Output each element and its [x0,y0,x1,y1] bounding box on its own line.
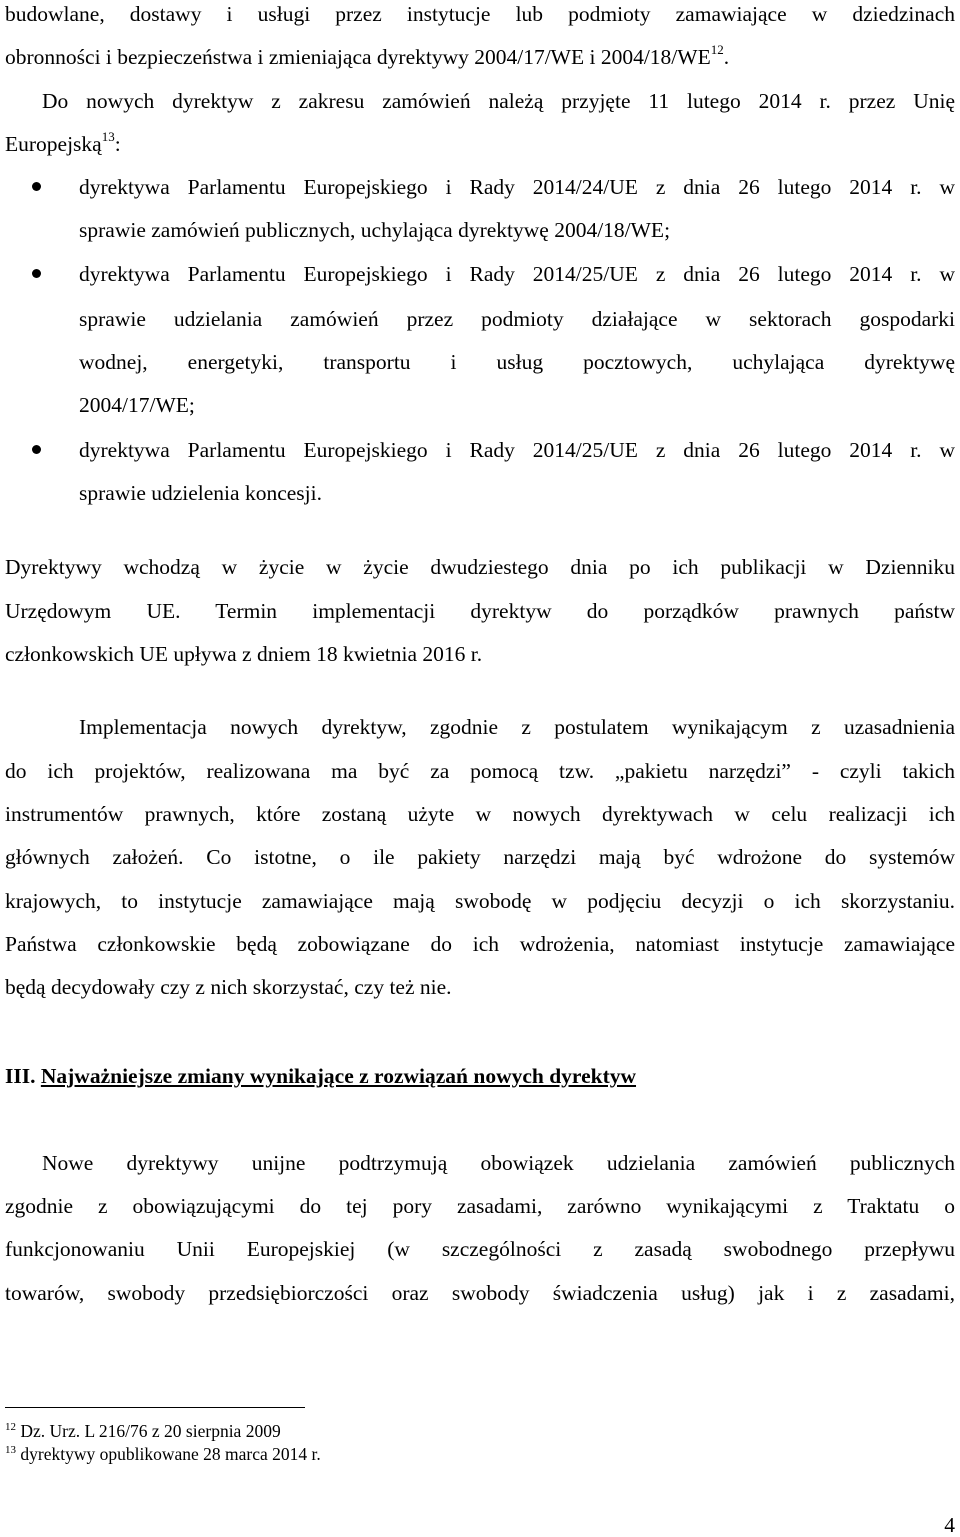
para-3-line-1: Nowe dyrektywy unijne podtrzymują obowiązek udzielania zamówień publicznych [42,1151,955,1175]
section-number: III. [5,1064,36,1088]
intro-line-2-tail: . [723,45,730,69]
intro-line-4-tail: : [114,132,121,156]
section-title: Najważniejsze zmiany wynikające z rozwiązań nowych dyrektyw [40,1064,637,1088]
intro-line-4-text: Europejską [5,132,102,156]
para-3-line-2: zgodnie z obowiązującymi do tej pory zasadami, zarówno wynikającymi z Traktatu o [5,1194,955,1218]
bullet-1-line-2: sprawie zamówień publicznych, uchylająca dyrektywę 2004/18/WE; [79,218,671,242]
bullet-2-line-2: sprawie udzielania zamówień przez podmioty działające w sektorach gospodarki [79,307,955,331]
intro-line-3: Do nowych dyrektyw z zakresu zamówień należą przyjęte 11 lutego 2014 r. przez Unię [42,89,955,113]
bullet-1-line-1: dyrektywa Parlamentu Europejskiego i Rady 2014/24/UE z dnia 26 lutego 2014 r. w [79,175,955,199]
footnote-12 [5,1420,281,1442]
footnote-text: dyrektywy opublikowane 28 marca 2014 r. [20,1444,321,1464]
para-2-line-5: krajowych, to instytucje zamawiające mają swobodę w podjęciu decyzji o ich skorzystaniu. [5,889,955,913]
footnote-text: Dz. Urz. L 216/76 z 20 sierpnia 2009 [20,1421,281,1441]
bullet-icon [32,269,41,278]
para-2-line-1: Implementacja nowych dyrektyw, zgodnie z postulatem wynikającym z uzasadnienia [79,715,955,739]
para-2-line-2: do ich projektów, realizowana ma być za pomocą tzw. „pakietu narzędzi” - czyli takich [5,759,955,783]
para-2-line-4: głównych założeń. Co istotne, o ile pakiety narzędzi mają być wdrożone do systemów [5,845,955,869]
bullet-3-line-1: dyrektywa Parlamentu Europejskiego i Rady 2014/25/UE z dnia 26 lutego 2014 r. w [79,438,955,462]
para-3-line-3: funkcjonowaniu Unii Europejskiej (w szczególności z zasadą swobodnego przepływu [5,1237,955,1261]
para-2-line-3: instrumentów prawnych, które zostaną użyte w nowych dyrektywach w celu realizacji ich [5,802,955,826]
intro-line-2 [5,43,955,71]
para-2-line-6: Państwa członkowskie będą zobowiązane do ich wdrożenia, natomiast instytucje zamawiające [5,932,955,956]
bullet-2-line-1: dyrektywa Parlamentu Europejskiego i Rady 2014/25/UE z dnia 26 lutego 2014 r. w [79,262,955,286]
bullet-2-line-4: 2004/17/WE; [79,393,195,417]
intro-line-1: budowlane, dostawy i usługi przez instytucje lub podmioty zamawiające w dziedzinach [5,2,955,26]
bullet-2-line-3: wodnej, energetyki, transportu i usług pocztowych, uchylająca dyrektywę [79,350,955,374]
footnote-number: 13 [5,1444,16,1456]
footnote-ref-13[interactable]: 13 [101,129,115,144]
para-1-line-2: Urzędowym UE. Termin implementacji dyrektyw do porządków prawnych państw [5,599,955,623]
intro-line-4 [5,130,955,158]
footnote-ref-12[interactable]: 12 [710,42,724,57]
footnote-divider [5,1407,305,1408]
page-number: 4 [944,1513,955,1537]
para-1-line-3: członkowskich UE upływa z dniem 18 kwietnia 2016 r. [5,642,483,666]
bullet-icon [32,182,41,191]
intro-line-2-text: obronności i bezpieczeństwa i zmieniająca dyrektywy 2004/17/WE i 2004/18/WE [5,45,711,69]
section-heading [5,1062,955,1090]
bullet-icon [32,445,41,454]
para-2-line-7: będą decydowały czy z nich skorzystać, czy też nie. [5,975,452,999]
bullet-3-line-2: sprawie udzielenia koncesji. [79,481,322,505]
para-3-line-4: towarów, swobody przedsiębiorczości oraz swobody świadczenia usług) jak i z zasadami, [5,1281,955,1305]
footnote-13 [5,1443,321,1465]
footnote-number: 12 [5,1421,16,1433]
para-1-line-1: Dyrektywy wchodzą w życie w życie dwudziestego dnia po ich publikacji w Dzienniku [5,555,955,579]
